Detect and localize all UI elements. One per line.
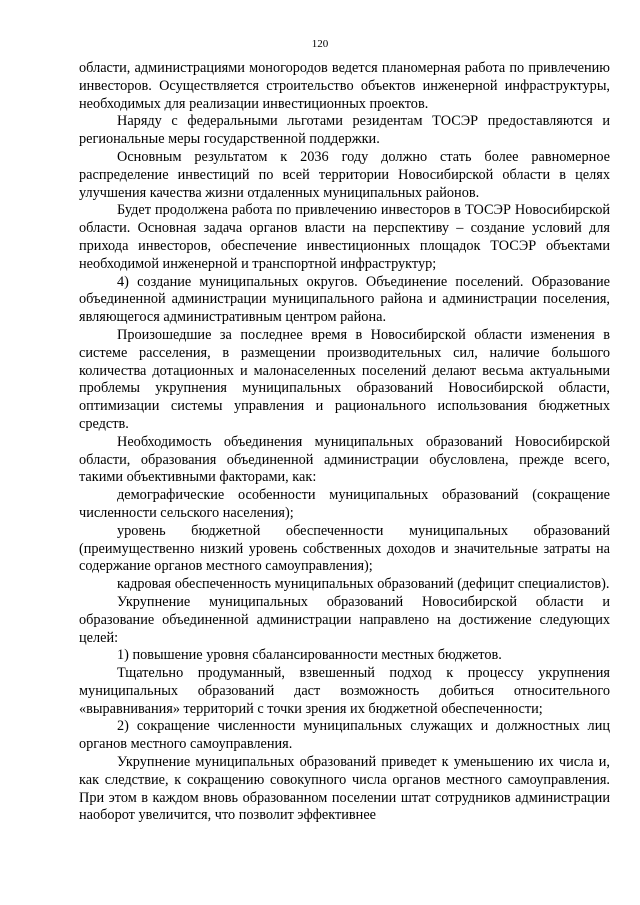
paragraph: Произошедшие за последнее время в Новосибирской области изменения в системе расселения, в размещении производительных сил, наличие большого количества дотационных и малонаселенных поселений делают весьма актуальными проблемы укрупнения муниципальных образований Новосибирской области, оптимизации системы управления и рационального использования бюджетных средств.	[79, 326, 610, 432]
list-item: 2) сокращение численности муниципальных служащих и должностных лиц органов местного самоуправления.	[79, 718, 610, 753]
list-item: 1) повышение уровня сбалансированности местных бюджетов.	[117, 647, 502, 664]
paragraph: Основным результатом к 2036 году должно стать более равномерное распределение инвестиций по всей территории Новосибирской области в целях улучшения качества жизни отдаленных муниципальных районов.	[79, 148, 610, 201]
list-item: уровень бюджетной обеспеченности муниципальных образований (преимущественно низкий уровень собственных доходов и значительные затраты на содержание органов местного самоуправления);	[79, 522, 610, 575]
document-body	[79, 60, 610, 825]
paragraph: Будет продолжена работа по привлечению инвесторов в ТОСЭР Новосибирской области. Основная задача органов власти на перспективу – создание условий для прихода инвесторов, обеспечение инвестиционных площадок ТОСЭР объектами необходимой инженерной и транспортной инфраструктур;	[79, 202, 610, 272]
paragraph-continuation: области, администрациями моногородов ведется планомерная работа по привлечению инвесторов. Осуществляется строительство объектов инженерной инфраструктуры, необходимых для реализации инвестиционных проектов.	[79, 60, 610, 112]
paragraph: Укрупнение муниципальных образований приведет к уменьшению их числа и, как следствие, к сокращению совокупного числа органов местного самоуправления. При этом в каждом вновь образованном поселении штат сотрудников администрации наоборот увеличится, что позволит эффективнее	[79, 754, 610, 824]
paragraph: 4) создание муниципальных округов. Объединение поселений. Образование объединенной администрации муниципального района и администрации поселения, являющегося административным центром района.	[79, 273, 610, 326]
paragraph: Укрупнение муниципальных образований Новосибирской области и образование объединенной администрации направлено на достижение следующих целей:	[79, 593, 610, 646]
paragraph: Необходимость объединения муниципальных образований Новосибирской области, образования объединенной администрации обусловлена, прежде всего, такими объективными факторами, как:	[79, 433, 610, 486]
paragraph: Наряду с федеральными льготами резидентам ТОСЭР предоставляются и региональные меры государственной поддержки.	[79, 113, 610, 148]
page-number: 120	[311, 38, 329, 50]
paragraph: Тщательно продуманный, взвешенный подход к процессу укрупнения муниципальных образований даст возможность добиться относительного «выравнивания» территорий с точки зрения их бюджетной обеспеченности;	[79, 665, 610, 717]
list-item: кадровая обеспеченность муниципальных образований (дефицит специалистов).	[117, 576, 610, 593]
list-item: демографические особенности муниципальных образований (сокращение численности сельского населения);	[79, 487, 610, 521]
